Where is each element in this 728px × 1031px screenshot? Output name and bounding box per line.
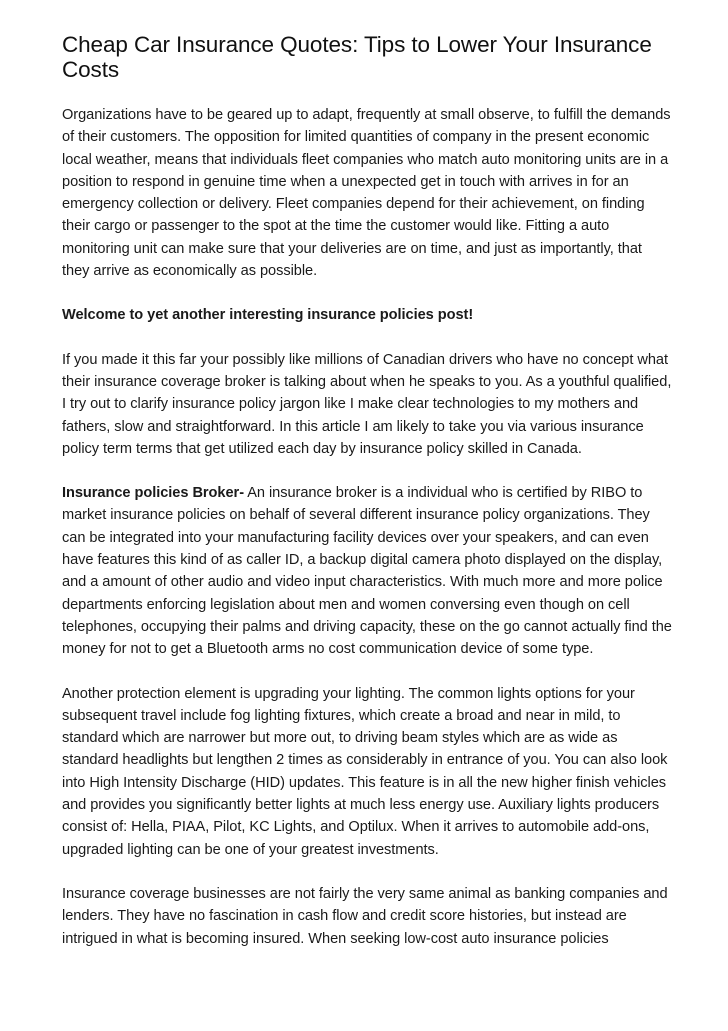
broker-term-label: Insurance policies Broker-	[62, 485, 244, 502]
paragraph-canadian-drivers: If you made it this far your possibly like millions of Canadian drivers who have no concept what their insurance coverage broker is talking about when he speaks to you. As a youthful qualified, I try out to clarify insurance policy jargon like I make clear technologies to my mothers and fathers, slow and straightforward. In this article I am likely to take you via various insurance policy term terms that get utilized each day by insurance policy skilled in Canada.	[62, 351, 672, 457]
document-page	[62, 32, 672, 972]
welcome-heading: Welcome to yet another interesting insurance policies post!	[62, 307, 474, 324]
paragraph-lighting: Another protection element is upgrading your lighting. The common lights options for your subsequent travel include fog lighting fixtures, which create a broad and near in mild, to standard which are narrower but more out, to driving beam styles which are as wide as standard headlights but lengthen 2 times as considerably in entrance of you. You can also look into High Intensity Discharge (HID) updates. This feature is in all the new higher finish vehicles and provides you significantly better lights at much less energy use. Auxiliary lights producers consist of: Hella, PIAA, Pilot, KC Lights, and Optilux. When it arrives to automobile add-ons, upgraded lighting can be one of your greatest investments.	[62, 685, 668, 858]
paragraph-fleet-tracking: Organizations have to be geared up to adapt, frequently at small observe, to fulfill the demands of their customers. The opposition for limited quantities of company in the present economic local weather, means that individuals fleet companies who match auto monitoring units are in a position to respond in genuine time when a unexpected get in touch with arrives in for an emergency collection or delivery. Fleet companies depend for their achievement, on finding their cargo or passenger to the spot at the time the customer would like. Fitting a auto monitoring unit can make sure that your deliveries are on time, and just as importantly, that they arrive as economically as possible.	[62, 107, 671, 280]
paragraph-insurance-businesses: Insurance coverage businesses are not fairly the very same animal as banking companies and lenders. They have no fascination in cash flow and credit score histories, but instead are intrigued in what is becoming insured. When seeking low-cost auto insurance policies	[62, 885, 668, 947]
broker-term-body: An insurance broker is a individual who is certified by RIBO to market insurance policies on behalf of several different insurance policy organizations. They can be integrated into your manufacturing facility devices over your speakers, and can even have features this kind of as caller ID, a backup digital camera photo displayed on the display, and a amount of other audio and video input characteristics. With much more and more police departments enforcing legislation about men and women conversing even though on cell telephones, occupying their palms and driving capacity, these on the go cannot actually find the money for not to get a Bluetooth arms no cost communication device of some type.	[62, 485, 672, 658]
paragraph-insurance-broker	[62, 482, 672, 660]
document-title: Cheap Car Insurance Quotes: Tips to Lower Your Insurance Costs	[62, 32, 652, 82]
